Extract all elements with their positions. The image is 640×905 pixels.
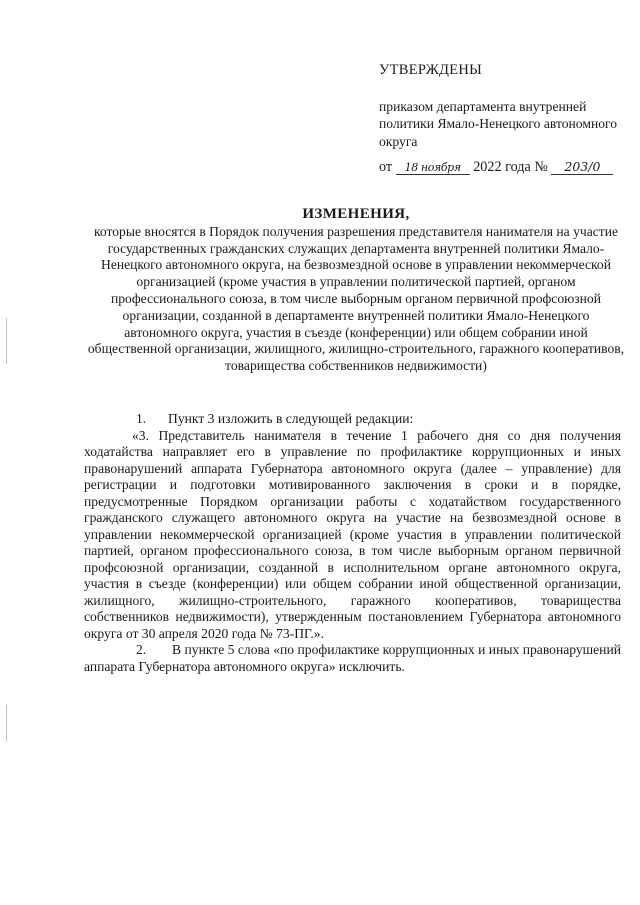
- order-date-line: [379, 159, 634, 176]
- scan-margin-mark: [6, 705, 7, 741]
- approval-issuer: приказом департамента внутренней политики Ямало-Ненецкого автономного округа: [379, 98, 618, 149]
- date-year-text: 2022 года №: [473, 159, 548, 175]
- scan-margin-mark: [6, 318, 7, 364]
- approval-title: УТВЕРЖДЕНЫ: [379, 62, 483, 78]
- item-2-number: 2.: [136, 642, 147, 657]
- quoted-paragraph: «3. Представитель нанимателя в течение 1 рабочего дня со дня получения ходатайства направляет его в управление по профилактике коррупционных и иных правонарушений аппарата Губернатора автономного округа (далее – управление) для регистрации и подготовки мотивированного заключения в сроки и в порядке, предусмотренные Порядком организации работы с ходатайством государственного гражданского служащего автономного округа на участие на безвозмездной основе в управлении некоммерческой организацией (кроме участия в управлении политической партией, органом профессионального союза, в том числе выборным органом первичной профсоюзной организации, созданной в исполнительном органе автономного округа, участия в съезде (конференции) или общем собрании иной общественной организации, жилищного, жилищно-строительного, гаражного кооперативов, товарищества собственников недвижимости), утвержденным постановлением Губернатора автономного округа от 30 апреля 2020 года № 73-ПГ.».: [84, 427, 621, 641]
- item-1: [84, 411, 621, 428]
- approval-block: [379, 62, 629, 150]
- item-1-text: Пункт 3 изложить в следующей редакции:: [168, 411, 414, 426]
- heading-title: ИЗМЕНЕНИЯ,: [302, 206, 410, 222]
- item-2-text: В пункте 5 слова «по профилактике коррупционных и иных правонарушений аппарата Губернатора автономного округа» исключить.: [84, 642, 621, 674]
- handwritten-order-number: 203/0: [551, 159, 613, 175]
- item-1-number: 1.: [136, 411, 147, 426]
- item-2: [84, 642, 621, 675]
- handwritten-date: 18 ноября: [396, 161, 470, 175]
- date-prefix: от: [379, 159, 393, 175]
- document-body: [84, 411, 621, 675]
- heading-subtitle: которые вносятся в Порядок получения разрешения представителя нанимателя на участие государственных гражданских служащих департамента внутренней политики Ямало-Ненецкого автономного округа, на безвозмездной основе в управлении некоммерческой организацией (кроме участия в управлении политической партией, органом профессионального союза, в том числе выборным органом первичной профсоюзной организации, созданной в департаменте внутренней политики Ямало-Ненецкого автономного округа, участия в съезде (конференции) или общем собрании иной общественной организации, жилищного, жилищно-строительного, гаражного кооперативов, товарищества собственников недвижимости): [87, 223, 625, 374]
- document-heading: [86, 206, 626, 375]
